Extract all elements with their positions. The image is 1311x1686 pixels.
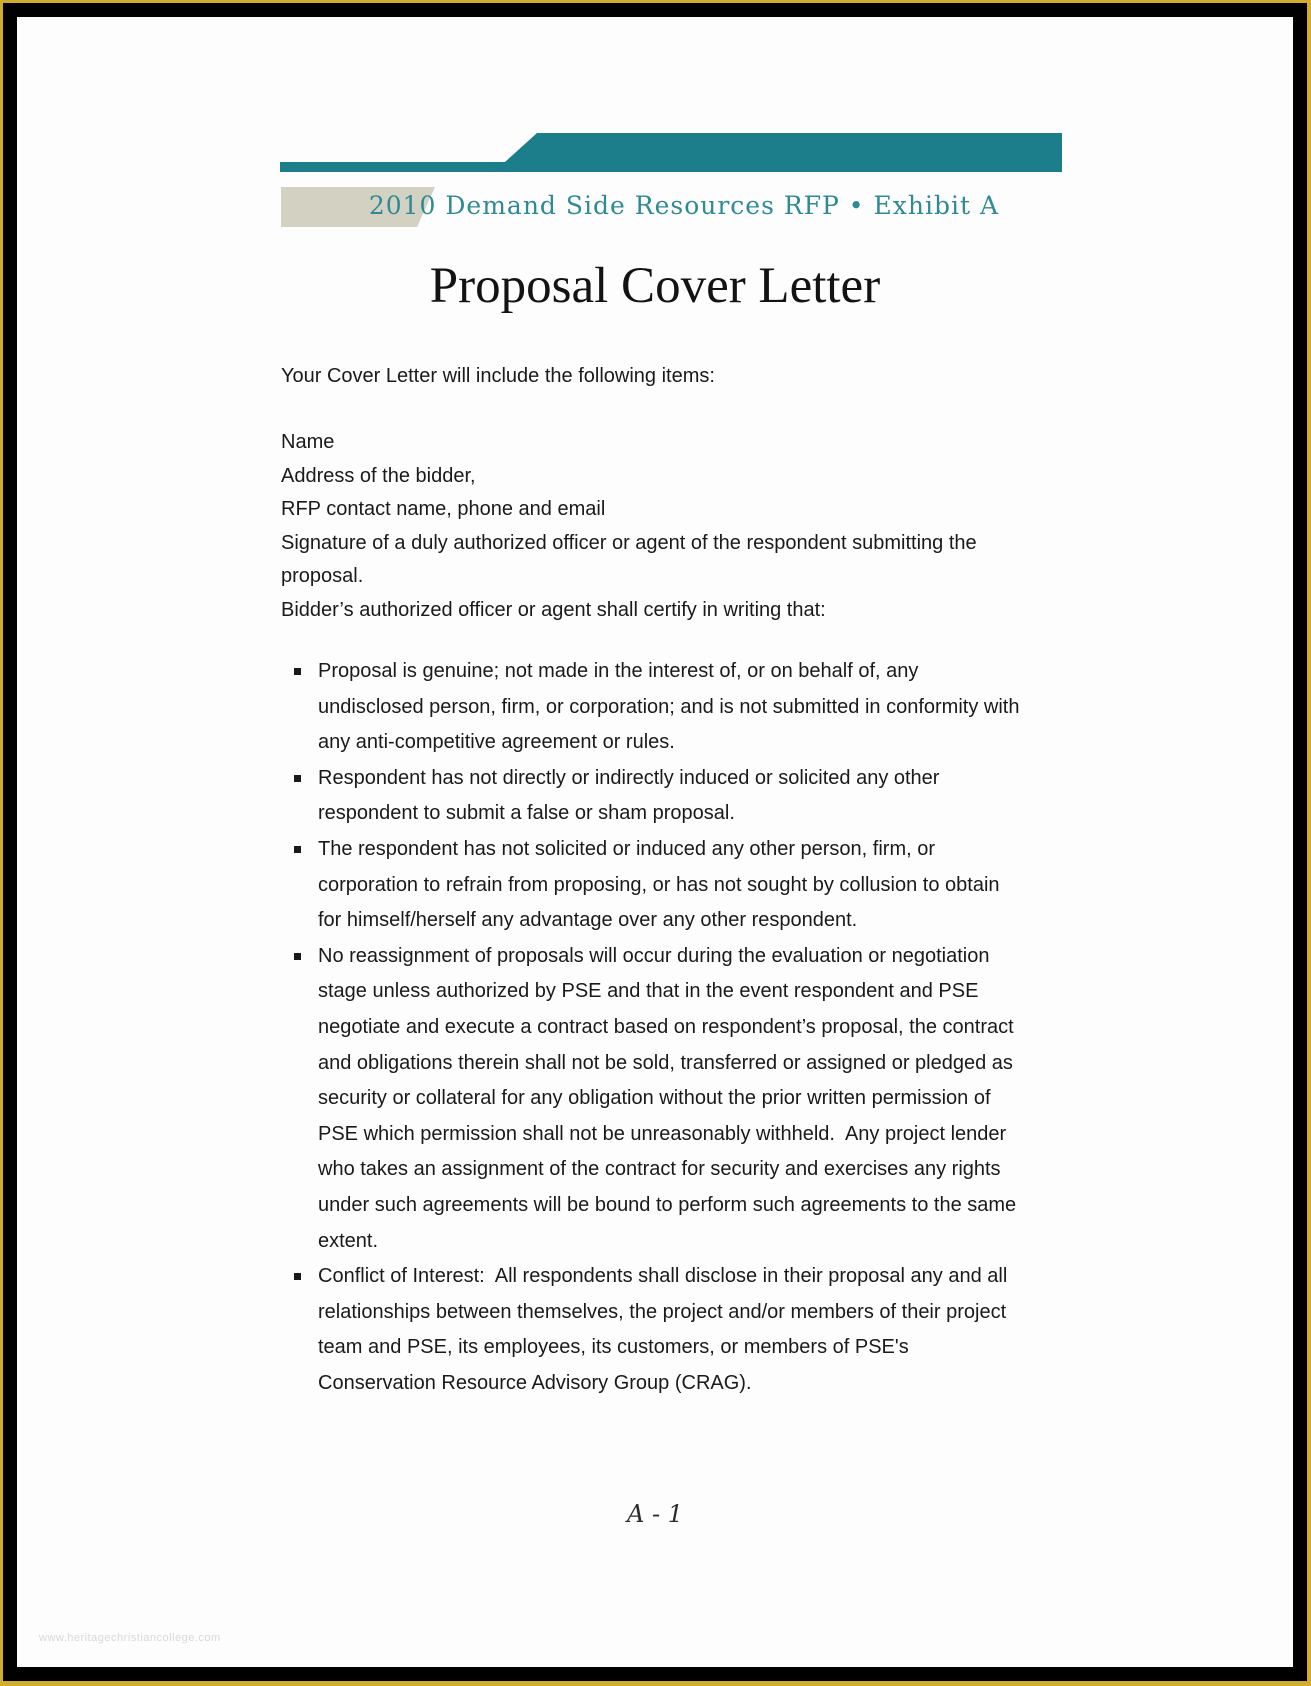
bullet-text: No reassignment of proposals will occur during the evaluation or negotiation stage unless authorized by PSE and that in the event respondent and PSE negotiate and execute a contract based on respondent’s proposal, the contract and obligations therein shall not be sold, transferred or assigned or pledged as security or collateral for any obligation without the prior written permission of PSE which permission shall not be unreasonably withheld. Any project lender who takes an assignment of the contract for security and exercises any rights under such agreements will be bound to perform such agreements to the same extent. xyxy=(318,944,1017,1252)
page-title: Proposal Cover Letter xyxy=(429,258,881,314)
item-signature: Signature of a duly authorized officer or agent of the respondent submitting the proposal. xyxy=(281,531,977,587)
square-bullet-icon xyxy=(294,953,301,960)
page-number: A - 1 xyxy=(627,1500,683,1528)
header-teal-banner-shape xyxy=(280,133,1062,172)
item-contact: RFP contact name, phone and email xyxy=(281,498,606,520)
certification-bullet-list xyxy=(318,654,1024,1401)
item-name: Name xyxy=(281,431,335,453)
watermark-text: www.heritagechristiancollege.com xyxy=(39,1632,221,1644)
item-address: Address of the bidder, xyxy=(281,464,476,487)
intro-paragraph: Your Cover Letter will include the following items: xyxy=(281,365,715,387)
bullet-item xyxy=(318,654,1024,761)
document-page xyxy=(17,17,1293,1667)
bullet-text: Respondent has not directly or indirectly induced or solicited any other respondent to submit a false or sham proposal. xyxy=(318,766,940,825)
bullet-item xyxy=(318,761,1024,832)
square-bullet-icon xyxy=(294,1273,301,1280)
square-bullet-icon xyxy=(294,775,301,782)
header-eyebrow-text: 2010 Demand Side Resources RFP • Exhibit A xyxy=(368,191,999,220)
square-bullet-icon xyxy=(294,668,301,675)
bullet-text: Conflict of Interest: All respondents shall disclose in their proposal any and all relationships between themselves, the project and/or members of their project team and PSE, its employees, its customers, or members of PSE's Conservation Resource Advisory Group (CRAG). xyxy=(318,1265,1008,1394)
bullet-item xyxy=(318,1259,1024,1401)
bullet-text: The respondent has not solicited or induced any other person, firm, or corporation to refrain from proposing, or has not sought by collusion to obtain for himself/herself any advantage over any other respondent. xyxy=(318,837,1000,932)
cover-letter-items-list xyxy=(281,426,1041,594)
bullet-text: Proposal is genuine; not made in the interest of, or on behalf of, any undisclosed person, firm, or corporation; and is not submitted in conformity with any anti-competitive agreement or rules. xyxy=(318,660,1020,754)
bullet-item xyxy=(318,939,1024,1259)
bullet-item xyxy=(318,832,1024,939)
square-bullet-icon xyxy=(294,846,301,853)
certify-heading: Bidder’s authorized officer or agent shall certify in writing that: xyxy=(281,599,826,621)
